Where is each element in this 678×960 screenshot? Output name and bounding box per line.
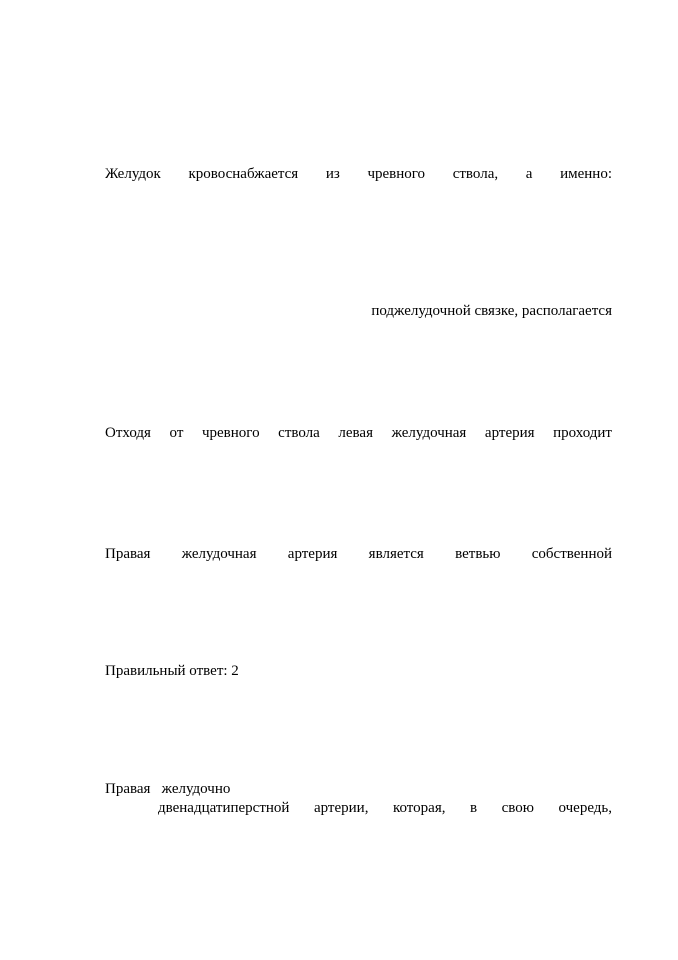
answer-line: Правильный ответ: 2 (105, 663, 239, 679)
paragraph-line-6: Правая желудочно (105, 781, 231, 797)
paragraph-line-2: поджелудочной связке, располагается (371, 303, 612, 319)
paragraph-line-1: Желудок кровоснабжается из чревного ствола, а именно: (105, 166, 612, 182)
paragraph-line-4: Правая желудочная артерия является ветвью собственной (105, 546, 612, 562)
paragraph-line-7: двенадцатиперстной артерии, которая, в свою очередь, (158, 800, 612, 816)
paragraph-line-3: Отходя от чревного ствола левая желудочная артерия проходит (105, 425, 612, 441)
